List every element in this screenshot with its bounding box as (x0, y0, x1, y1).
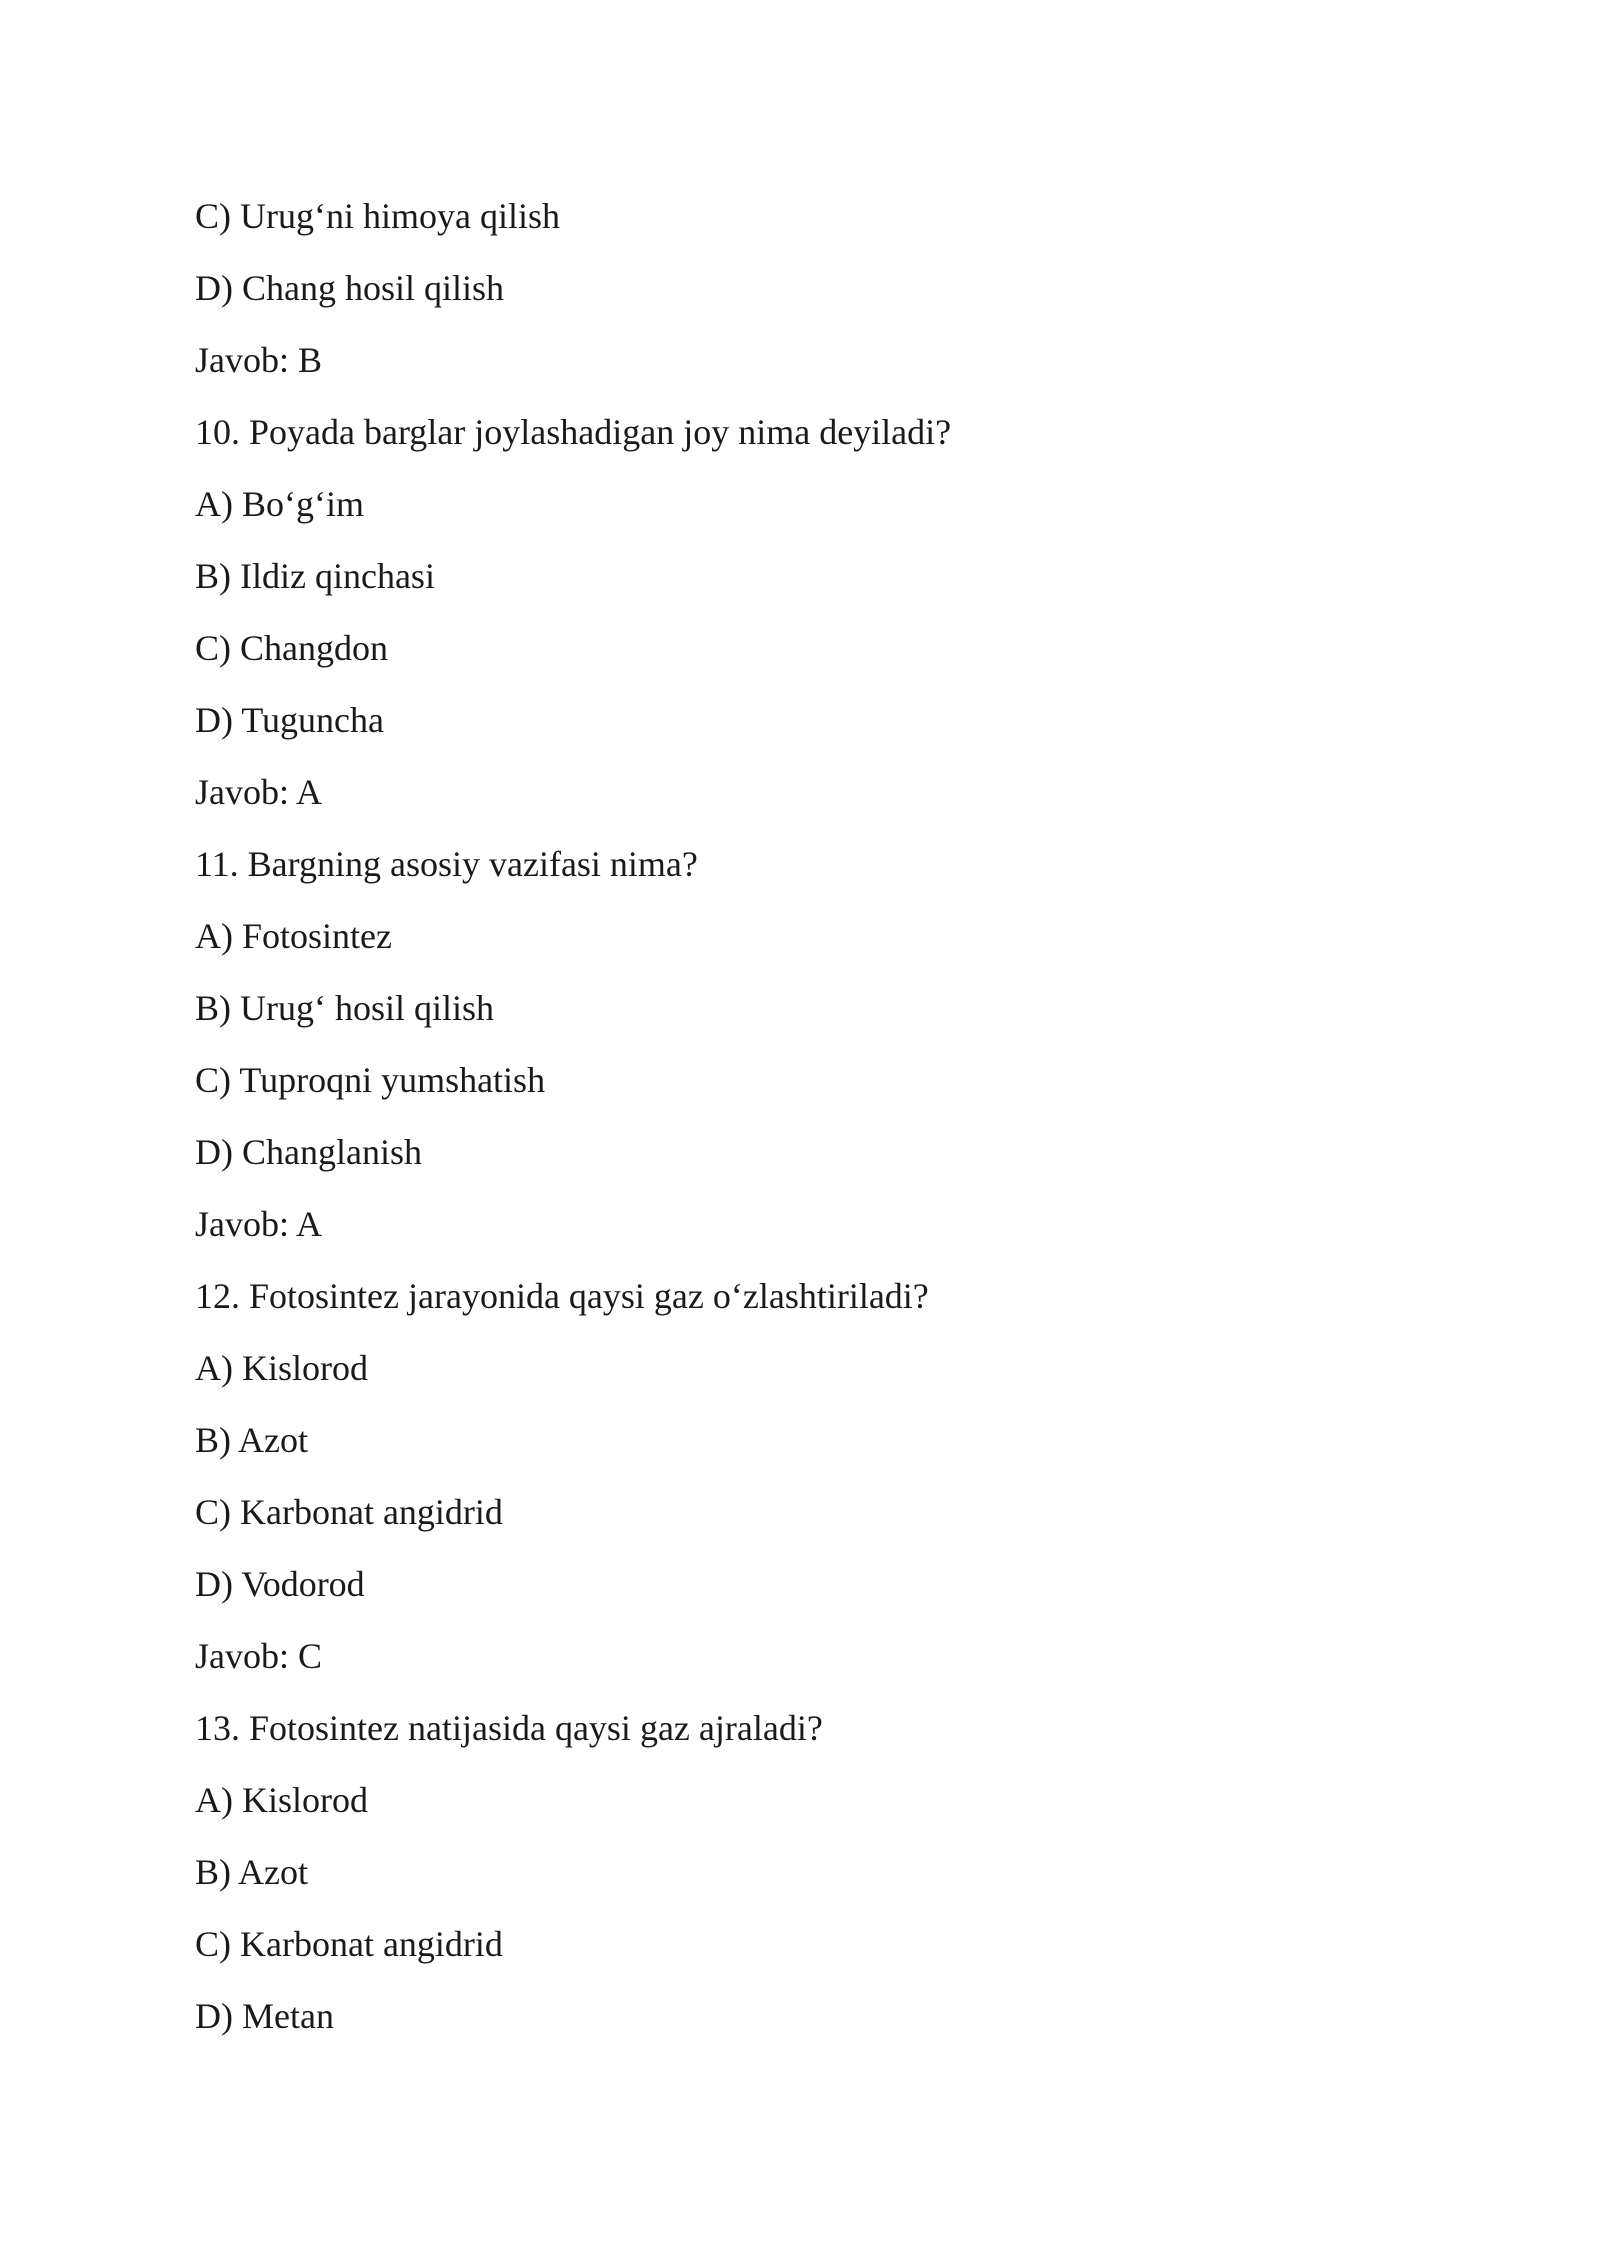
answer-option: A) Kislorod (195, 1780, 368, 1820)
answer-option: B) Azot (195, 1420, 308, 1460)
answer-option: C) Tuproqni yumshatish (195, 1060, 546, 1100)
answer-option: D) Tuguncha (195, 700, 385, 740)
answer-key: Javob: B (195, 340, 323, 380)
answer-option: A) Kislorod (195, 1348, 368, 1388)
answer-key: Javob: A (195, 772, 323, 812)
answer-option: A) Fotosintez (195, 916, 392, 956)
answer-option: D) Metan (195, 1996, 334, 2036)
answer-option: D) Vodorod (195, 1564, 365, 1604)
answer-key: Javob: C (195, 1636, 323, 1676)
answer-option: C) Karbonat angidrid (195, 1924, 503, 1964)
question-text: 13. Fotosintez natijasida qaysi gaz ajraladi? (195, 1708, 823, 1748)
answer-option: C) Karbonat angidrid (195, 1492, 503, 1532)
answer-option: C) Changdon (195, 628, 388, 668)
question-text: 12. Fotosintez jarayonida qaysi gaz o‘zlashtiriladi? (195, 1276, 929, 1316)
answer-key: Javob: A (195, 1204, 323, 1244)
question-text: 10. Poyada barglar joylashadigan joy nima deyiladi? (195, 412, 952, 452)
answer-option: B) Urug‘ hosil qilish (195, 988, 495, 1028)
answer-option: D) Chang hosil qilish (195, 268, 505, 308)
question-text: 11. Bargning asosiy vazifasi nima? (195, 844, 698, 884)
answer-option: C) Urug‘ni himoya qilish (195, 196, 560, 236)
document-body (195, 186, 1445, 2058)
answer-option: A) Bo‘g‘im (195, 484, 364, 524)
answer-option: B) Azot (195, 1852, 308, 1892)
answer-option: B) Ildiz qinchasi (195, 556, 435, 596)
answer-option: D) Changlanish (195, 1132, 422, 1172)
